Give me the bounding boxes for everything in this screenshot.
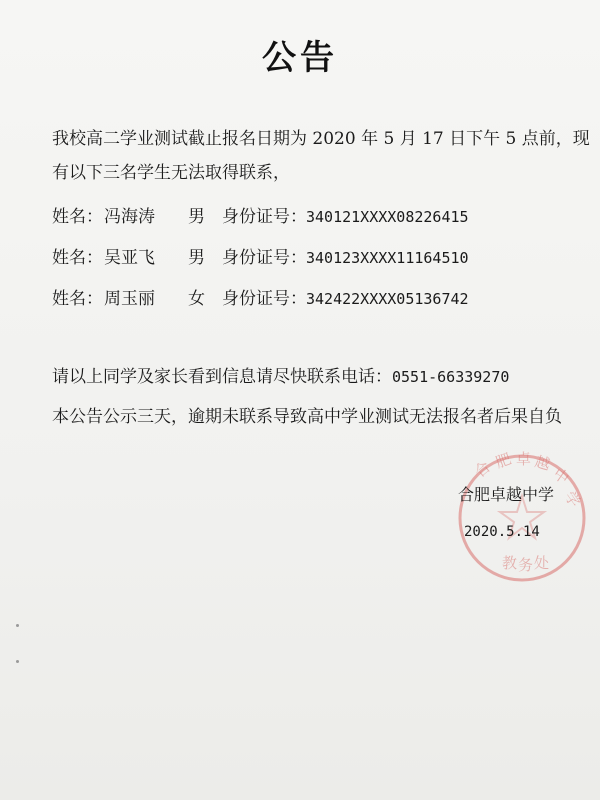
svg-text:卓: 卓 <box>516 450 532 468</box>
student-name: 吴亚飞 <box>104 248 155 268</box>
paper-speck <box>16 660 19 663</box>
official-seal-stamp <box>452 448 592 588</box>
svg-text:教: 教 <box>502 554 518 572</box>
student-row <box>52 245 469 271</box>
svg-text:务: 务 <box>518 556 534 574</box>
student-gender: 男 <box>188 207 205 227</box>
name-label: 姓名： <box>52 289 103 309</box>
id-label: 身份证号： <box>222 289 307 309</box>
student-gender: 男 <box>188 248 205 268</box>
svg-text:肥: 肥 <box>493 449 514 472</box>
name-label: 姓名： <box>52 248 103 268</box>
notice-date: 2020.5.14 <box>464 524 540 540</box>
paper-speck <box>16 624 19 627</box>
contact-line <box>52 362 509 387</box>
contact-phone: 0551-66339270 <box>392 368 510 386</box>
svg-text:越: 越 <box>532 452 553 474</box>
contact-text: 请以上同学及家长看到信息请尽快联系电话： <box>52 367 392 387</box>
id-label: 身份证号： <box>222 207 307 227</box>
svg-text:学: 学 <box>560 487 585 511</box>
svg-text:处: 处 <box>534 554 550 572</box>
student-id-number: 342422XXXX05136742 <box>306 290 469 308</box>
student-name: 冯海涛 <box>104 207 155 227</box>
notice-line: 本公告公示三天，逾期未联系导致高中学业测试无法报名者后果自负 <box>52 407 562 427</box>
intro-paragraph <box>52 122 590 190</box>
intro-line-2: 有以下三名学生无法取得联系， <box>52 163 290 183</box>
student-row <box>52 204 469 230</box>
intro-line-1: 我校高二学业测试截止报名日期为 2020 年 5 月 17 日下午 5 点前，现 <box>52 129 590 149</box>
student-name: 周玉丽 <box>104 289 155 309</box>
id-label: 身份证号： <box>222 248 307 268</box>
school-signature: 合肥卓越中学 <box>458 485 555 504</box>
student-gender: 女 <box>188 289 205 309</box>
page-title: 公告 <box>262 38 338 78</box>
svg-text:中: 中 <box>549 464 573 488</box>
student-id-number: 340123XXXX11164510 <box>306 249 469 267</box>
student-id-number: 340121XXXX08226415 <box>306 208 469 226</box>
svg-text:合: 合 <box>471 457 495 482</box>
name-label: 姓名： <box>52 207 103 227</box>
student-row <box>52 286 469 312</box>
